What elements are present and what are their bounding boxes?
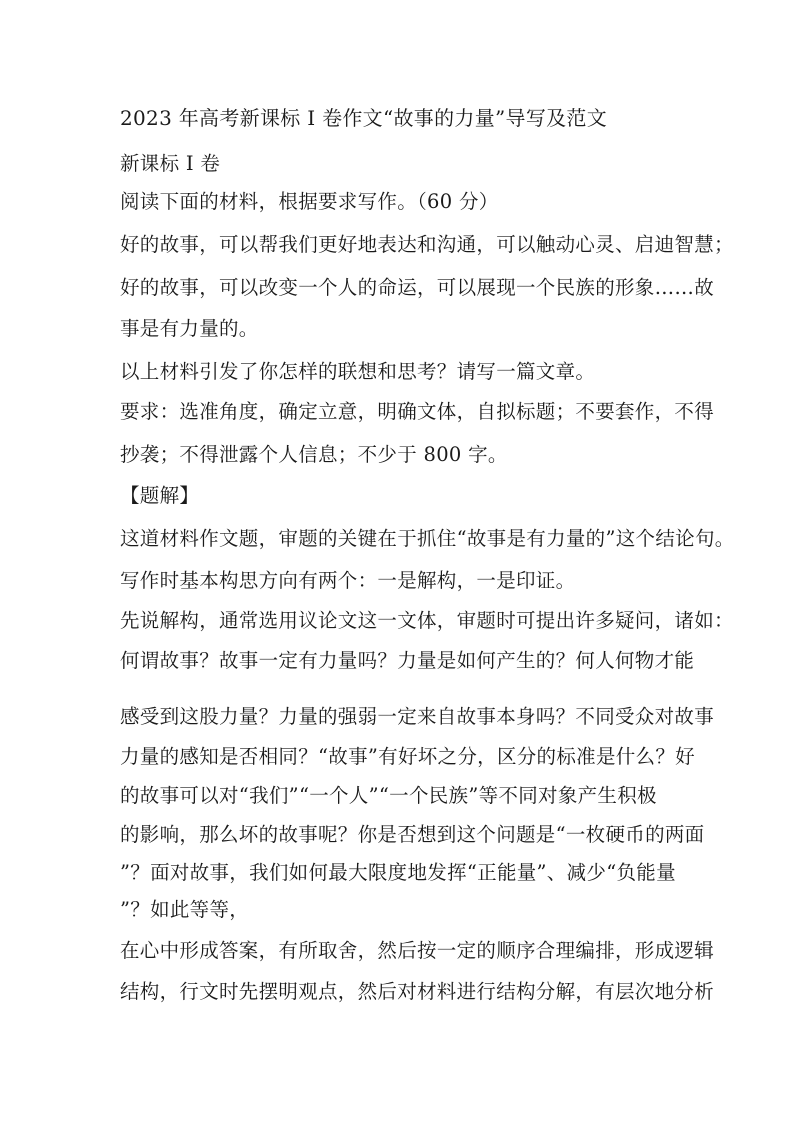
- analysis-line: 写作时基本构思方向有两个：一是解构，一是印证。: [120, 569, 576, 592]
- prompt-text: 以上材料引发了你怎样的联想和思考？请写一篇文章。: [120, 360, 596, 383]
- material-line: 事是有力量的。: [120, 317, 259, 340]
- analysis-line: 这道材料作文题，审题的关键在于抓住“故事是有力量的”这个结论句。: [120, 527, 735, 550]
- analysis-line: 力量的感知是否相同？“故事”有好坏之分，区分的标准是什么？好: [120, 745, 695, 768]
- analysis-line: 在心中形成答案，有所取舍，然后按一定的顺序合理编排，形成逻辑: [120, 939, 715, 962]
- analysis-line: ”？面对故事，我们如何最大限度地发挥“正能量”、减少“负能量: [120, 861, 676, 884]
- section-heading: 【题解】: [120, 484, 200, 507]
- material-line: 好的故事，可以帮我们更好地表达和沟通，可以触动心灵、启迪智慧；: [120, 233, 734, 256]
- analysis-line: ”？如此等等，: [120, 898, 250, 921]
- requirements-line: 要求：选准角度，确定立意，明确文体，自拟标题；不要套作，不得: [120, 400, 715, 423]
- analysis-line: 何谓故事？故事一定有力量吗？力量是如何产生的？何人何物才能: [120, 649, 695, 672]
- analysis-line: 结构，行文时先摆明观点，然后对材料进行结构分解，有层次地分析: [120, 980, 715, 1003]
- analysis-line: 感受到这股力量？力量的强弱一定来自故事本身吗？不同受众对故事: [120, 705, 715, 728]
- document-title: 2023 年高考新课标 I 卷作文“故事的力量”导写及范文: [120, 106, 608, 130]
- paper-name: 新课标 I 卷: [120, 152, 221, 175]
- analysis-line: 先说解构，通常选用议论文这一文体，审题时可提出许多疑问，诸如：: [120, 609, 734, 632]
- requirements-line: 抄袭；不得泄露个人信息；不少于 800 字。: [120, 443, 508, 466]
- material-line: 好的故事，可以改变一个人的命运，可以展现一个民族的形象……故: [120, 276, 715, 299]
- instruction-text: 阅读下面的材料，根据要求写作。（60 分）: [120, 190, 499, 213]
- analysis-line: 的影响，那么坏的故事呢？你是否想到这个问题是“一枚硬币的两面: [120, 823, 705, 846]
- analysis-line: 的故事可以对“我们”“一个人”“一个民族”等不同对象产生积极: [120, 784, 657, 807]
